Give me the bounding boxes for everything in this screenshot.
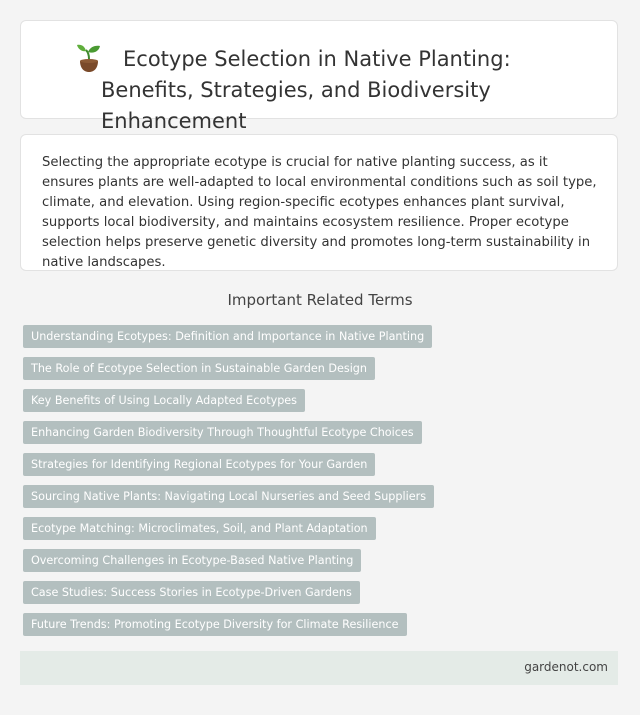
term-tag[interactable]: Understanding Ecotypes: Definition and Importance in Native Planting [23,325,432,348]
term-tag[interactable]: Ecotype Matching: Microclimates, Soil, and Plant Adaptation [23,517,376,540]
term-tag[interactable]: Strategies for Identifying Regional Ecotypes for Your Garden [23,453,375,476]
page-title: Ecotype Selection in Native Planting: Benefits, Strategies, and Biodiversity Enhancement [101,47,511,133]
term-tag[interactable]: Key Benefits of Using Locally Adapted Ecotypes [23,389,305,412]
footer-domain-link[interactable]: gardenot.com [524,660,608,674]
term-tag[interactable]: The Role of Ecotype Selection in Sustainable Garden Design [23,357,375,380]
intro-paragraph: Selecting the appropriate ecotype is crucial for native planting success, as it ensures plants are well-adapted to local environmental conditions such as soil type, climate, and elevation. Using region-specific ecotypes enhances plant survival, supports local biodiversity, and maintains ecosystem resilience. Proper ecotype selection helps preserve genetic diversity and promotes long-term sustainability in native landscapes. [42,155,597,270]
term-tag[interactable]: Enhancing Garden Biodiversity Through Thoughtful Ecotype Choices [23,421,422,444]
related-terms-heading: Important Related Terms [227,291,413,309]
term-tag[interactable]: Overcoming Challenges in Ecotype-Based Native Planting [23,549,361,572]
related-terms-list [23,325,434,645]
term-tag[interactable]: Future Trends: Promoting Ecotype Diversity for Climate Resilience [23,613,407,636]
title-card [20,20,618,133]
term-tag[interactable]: Case Studies: Success Stories in Ecotype-Driven Gardens [23,581,360,604]
seedling-icon [75,43,103,73]
term-tag[interactable]: Sourcing Native Plants: Navigating Local Nurseries and Seed Suppliers [23,485,434,508]
intro-card [20,134,618,271]
footer-bar [20,651,618,685]
